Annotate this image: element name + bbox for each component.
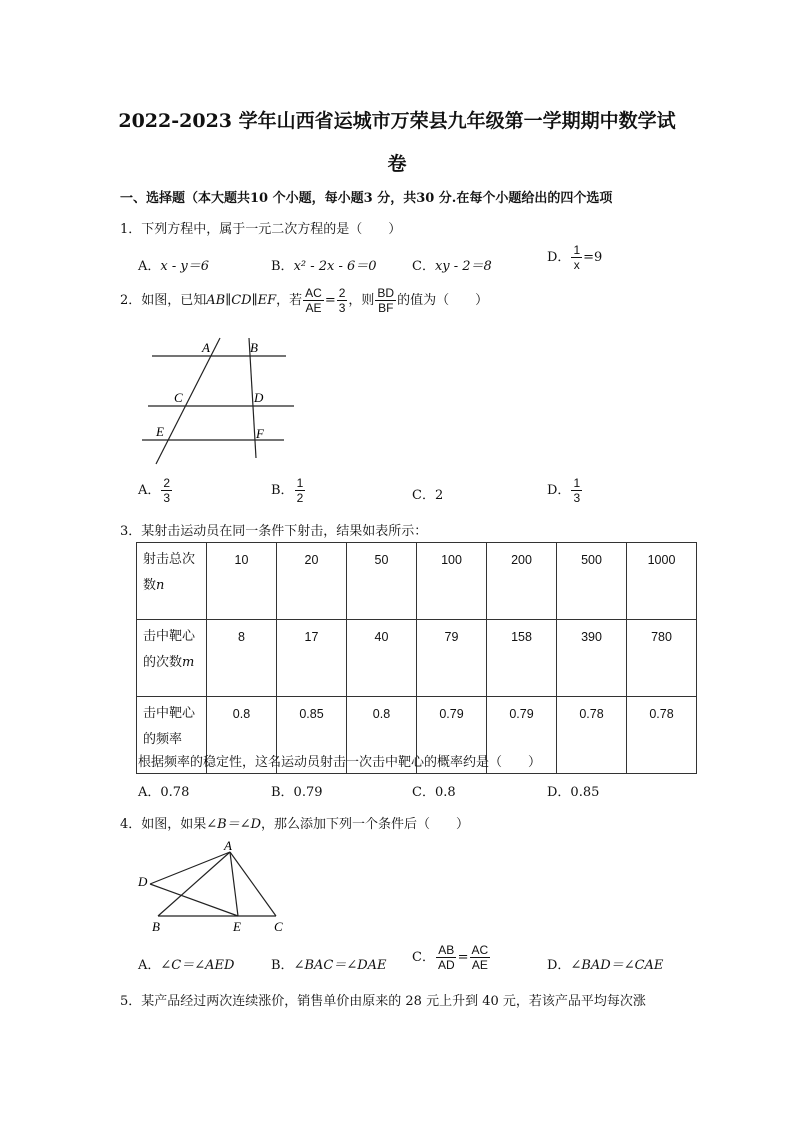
q2-f3-den: BF [378,301,394,315]
table-cell: 17 [277,620,347,697]
table-cell: 0.78 [557,697,627,774]
q4-c-den2: AE [471,958,488,972]
row-header [137,620,207,697]
q2-option-c-label: C． [412,488,435,503]
question-3-stem: 3．某射击运动员在同一条件下射击，结果如表所示： [120,524,428,539]
q4-option-a-math: ∠C＝∠AED [160,958,235,973]
q4-option-b[interactable] [271,954,387,973]
q1-option-d-label: D． [547,250,571,265]
q4-prefix: 4．如图，如果 [120,817,207,832]
table-cell: 0.79 [487,697,557,774]
question-2-stem [120,286,488,315]
row-header-line1: 击中靶心 [143,629,196,644]
point-label-b: B [152,919,160,934]
question-1-stem: 1．下列方程中，属于一元二次方程的是（ ） [120,222,402,237]
q2-f2-den: 3 [338,301,346,315]
point-label-f: F [256,426,264,441]
q4-option-c-fraction2 [470,943,491,972]
q2-option-b[interactable] [271,476,306,505]
table-cell: 158 [487,620,557,697]
q4-option-d[interactable] [547,954,663,973]
q2-parallel-lines-figure [136,336,306,468]
page-title-continued: 卷 [387,153,407,175]
q2-suffix: 的值为（ ） [397,293,489,308]
q2-option-d-fraction [571,476,582,505]
table-cell: 500 [557,543,627,620]
point-label-a: A [202,340,210,355]
q1-option-c[interactable] [412,255,492,274]
q2-then: ，则 [348,293,375,308]
table-row [137,620,697,697]
q2-f2-num: 2 [338,286,346,300]
q4-c-den1: AD [437,958,455,972]
question-4-stem [120,813,469,832]
q2-b-den: 2 [296,491,304,505]
q4-option-c[interactable] [412,943,491,972]
row-header-line2: 的次数 [143,655,183,670]
q2-b-num: 1 [296,476,304,490]
q1-option-d-rest: =9 [583,250,603,265]
q2-option-a-label: A． [138,483,161,498]
q4-option-b-label: B． [271,958,294,973]
q2-f1-den: AE [305,301,322,315]
q1-option-b-label: B． [271,259,294,274]
row-header-line1: 射击总次 [143,552,196,567]
q4-option-c-fraction1 [436,943,457,972]
q1-option-b[interactable] [271,255,377,274]
table-cell: 1000 [627,543,697,620]
q4-c-num1: AB [438,943,455,957]
point-label-e: E [156,424,164,439]
row-header-line2: 数 [143,578,157,593]
point-label-b: B [250,340,258,355]
q1-option-d[interactable] [547,243,602,272]
table-cell: 0.78 [627,697,697,774]
frequency-table [136,542,697,774]
q4-triangle-figure [136,838,292,936]
question-5-stem: 5．某产品经过两次连续涨价，销售单价由原来的 28 元上升到 40 元，若该产品平均每次涨 [120,994,646,1009]
table-cell: 10 [207,543,277,620]
row-header-line2: 的频率 [143,732,183,747]
q2-option-c-value: 2 [434,488,444,503]
table-cell: 0.85 [277,697,347,774]
q4-option-a[interactable] [138,954,234,973]
q2-condition: AB∥CD∥EF [206,293,277,308]
q4-condition: ∠B＝∠D [206,817,262,832]
q2-equals: = [324,293,336,308]
q4-option-a-label: A． [138,958,161,973]
q1-d-numerator: 1 [573,243,581,257]
table-cell: 40 [347,620,417,697]
q2-fraction-ac-ae [303,286,324,315]
table-cell: 79 [417,620,487,697]
q2-prefix: 2．如图，已知 [120,293,207,308]
question-3-followup: 根据频率的稳定性，这名运动员射击一次击中靶心的概率约是（ ） [138,755,542,770]
q4-option-d-math: ∠BAD＝∠CAE [570,958,664,973]
q1-d-denominator: x [573,258,580,272]
q1-option-c-label: C． [412,259,435,274]
q2-a-den: 3 [163,491,171,505]
q3-option-a[interactable]: A．0.78 [138,785,190,800]
q2-option-a-fraction [161,476,172,505]
point-label-d: D [254,390,264,405]
table-cell: 0.8 [347,697,417,774]
point-label-c: C [174,390,183,405]
table-cell: 100 [417,543,487,620]
q2-option-b-label: B． [271,483,294,498]
q1-option-a-label: A． [138,259,161,274]
table-cell: 390 [557,620,627,697]
q2-option-d-label: D． [547,483,571,498]
table-cell: 200 [487,543,557,620]
q2-option-d[interactable] [547,476,583,505]
q2-f3-num: BD [377,286,395,300]
table-cell: 20 [277,543,347,620]
table-row [137,543,697,620]
q4-option-d-label: D． [547,958,571,973]
q3-option-b[interactable]: B．0.79 [271,785,323,800]
page-title: 2022-2023 学年山西省运城市万荣县九年级第一学期期中数学试 [118,110,676,132]
q1-option-a-math: x - y＝6 [160,259,209,274]
point-label-d: D [138,874,148,889]
q4-option-c-label: C． [412,950,435,965]
q2-fraction-2-3 [337,286,348,315]
section-header: 一、选择题（本大题共10 个小题，每小题3 分，共30 分.在每个小题给出的四个选项 [120,191,613,206]
table-cell: 0.79 [417,697,487,774]
q2-option-b-fraction [295,476,306,505]
table-cell: 8 [207,620,277,697]
table-cell: 50 [347,543,417,620]
q2-d-den: 3 [573,491,581,505]
q2-fraction-bd-bf [375,286,396,315]
q4-option-b-math: ∠BAC＝∠DAE [293,958,387,973]
q1-option-a[interactable] [138,255,209,274]
point-label-c: C [274,919,283,934]
row-header-var: m [182,655,195,670]
q2-d-num: 1 [573,476,581,490]
point-label-e: E [233,919,241,934]
q3-option-c[interactable]: C．0.8 [412,785,456,800]
q4-c-num2: AC [471,943,489,957]
q1-option-c-math: xy - 2＝8 [434,259,492,274]
transversal-ae [156,338,220,464]
q2-f1-num: AC [305,286,322,300]
segment-ab [158,852,230,916]
q1-option-d-fraction [571,243,582,272]
row-header-var: n [156,578,165,593]
segment-ad [150,852,230,884]
q2-option-c[interactable] [412,484,443,503]
q4-c-equals: = [457,950,469,965]
q1-option-b-math: x² - 2x - 6＝0 [293,259,377,274]
q4-suffix: ，那么添加下列一个条件后（ ） [261,817,470,832]
row-header-line1: 击中靶心 [143,706,196,721]
table-cell: 0.8 [207,697,277,774]
q2-option-a[interactable] [138,476,173,505]
table-cell: 780 [627,620,697,697]
point-label-a: A [224,838,232,853]
q3-option-d[interactable]: D．0.85 [547,785,600,800]
row-header [137,543,207,620]
q2-a-num: 2 [163,476,171,490]
q2-mid: ，若 [276,293,303,308]
